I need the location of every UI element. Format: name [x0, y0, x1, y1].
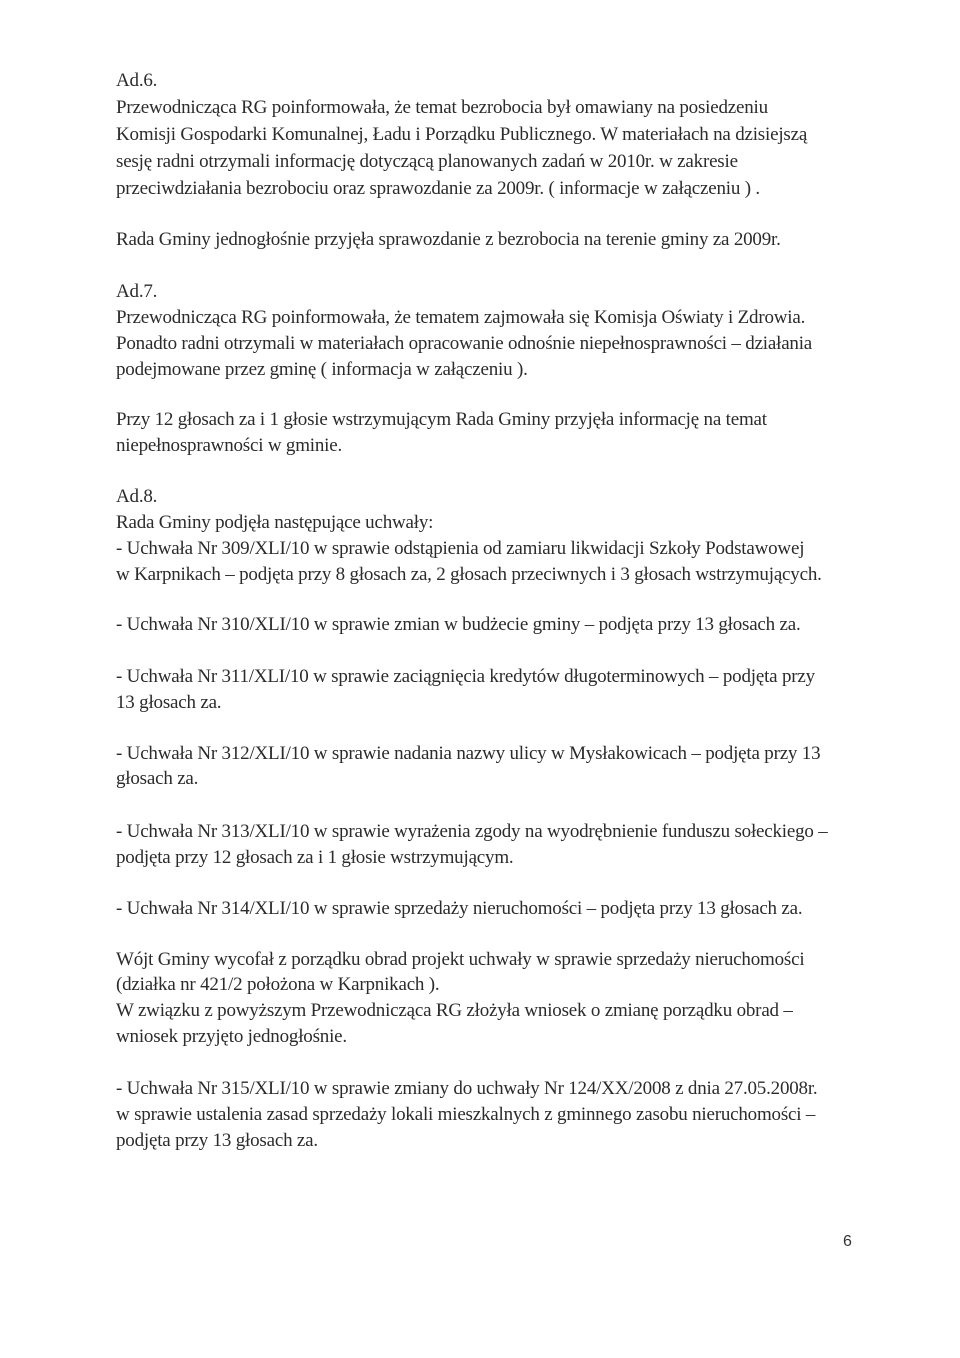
- resolution-line: - Uchwała Nr 311/XLI/10 w sprawie zaciągnięcia kredytów długoterminowych – podjęta przy: [116, 666, 815, 687]
- resolution-line: - Uchwała Nr 310/XLI/10 w sprawie zmian w budżecie gminy – podjęta przy 13 głosach za.: [116, 614, 801, 635]
- paragraph-line: Wójt Gminy wycofał z porządku obrad projekt uchwały w sprawie sprzedaży nieruchomości: [116, 949, 805, 970]
- paragraph-line: przeciwdziałania bezrobociu oraz sprawozdanie za 2009r. ( informacje w załączeniu ) .: [116, 178, 760, 199]
- resolution-line: w Karpnikach – podjęta przy 8 głosach za, 2 głosach przeciwnych i 3 głosach wstrzymujących.: [116, 564, 822, 585]
- resolution-line: - Uchwała Nr 312/XLI/10 w sprawie nadania nazwy ulicy w Mysłakowicach – podjęta przy 13: [116, 743, 821, 764]
- section-heading-ad6: Ad.6.: [116, 70, 158, 91]
- resolution-line: w sprawie ustalenia zasad sprzedaży lokali mieszkalnych z gminnego zasobu nieruchomości –: [116, 1104, 816, 1125]
- paragraph-line: Przy 12 głosach za i 1 głosie wstrzymującym Rada Gminy przyjęła informację na temat: [116, 409, 767, 430]
- paragraph-line: sesję radni otrzymali informację dotyczącą planowanych zadań w 2010r. w zakresie: [116, 151, 738, 172]
- paragraph-line: Przewodnicząca RG poinformowała, że temat bezrobocia był omawiany na posiedzeniu: [116, 97, 768, 118]
- resolution-line: podjęta przy 13 głosach za.: [116, 1130, 318, 1151]
- section-heading-ad8: Ad.8.: [116, 486, 158, 507]
- resolution-line: - Uchwała Nr 314/XLI/10 w sprawie sprzedaży nieruchomości – podjęta przy 13 głosach za.: [116, 898, 803, 919]
- page-origin: [0, 0, 1, 1]
- paragraph-line: Rada Gminy jednogłośnie przyjęła sprawozdanie z bezrobocia na terenie gminy za 2009r.: [116, 229, 781, 250]
- resolution-line: - Uchwała Nr 315/XLI/10 w sprawie zmiany do uchwały Nr 124/XX/2008 z dnia 27.05.2008r.: [116, 1078, 818, 1099]
- paragraph-line: niepełnosprawności w gminie.: [116, 435, 343, 456]
- paragraph-line: Ponadto radni otrzymali w materiałach opracowanie odnośnie niepełnosprawności – działania: [116, 333, 813, 354]
- paragraph-line: wniosek przyjęto jednogłośnie.: [116, 1026, 347, 1047]
- resolution-line: - Uchwała Nr 313/XLI/10 w sprawie wyrażenia zgody na wyodrębnienie funduszu sołeckiego –: [116, 821, 828, 842]
- paragraph-line: W związku z powyższym Przewodnicząca RG złożyła wniosek o zmianę porządku obrad –: [116, 1000, 793, 1021]
- resolution-line: głosach za.: [116, 768, 199, 789]
- resolution-line: - Uchwała Nr 309/XLI/10 w sprawie odstąpienia od zamiaru likwidacji Szkoły Podstawowej: [116, 538, 805, 559]
- paragraph-line: Rada Gminy podjęła następujące uchwały:: [116, 512, 434, 533]
- resolution-line: 13 głosach za.: [116, 692, 222, 713]
- paragraph-line: (działka nr 421/2 położona w Karpnikach ).: [116, 974, 440, 995]
- paragraph-line: podejmowane przez gminę ( informacja w załączeniu ).: [116, 359, 528, 380]
- paragraph-line: Komisji Gospodarki Komunalnej, Ładu i Porządku Publicznego. W materiałach na dzisiejszą: [116, 124, 808, 145]
- resolution-line: podjęta przy 12 głosach za i 1 głosie wstrzymującym.: [116, 847, 514, 868]
- page-number: 6: [843, 1233, 852, 1250]
- section-heading-ad7: Ad.7.: [116, 281, 158, 302]
- paragraph-line: Przewodnicząca RG poinformowała, że tematem zajmowała się Komisja Oświaty i Zdrowia.: [116, 307, 806, 328]
